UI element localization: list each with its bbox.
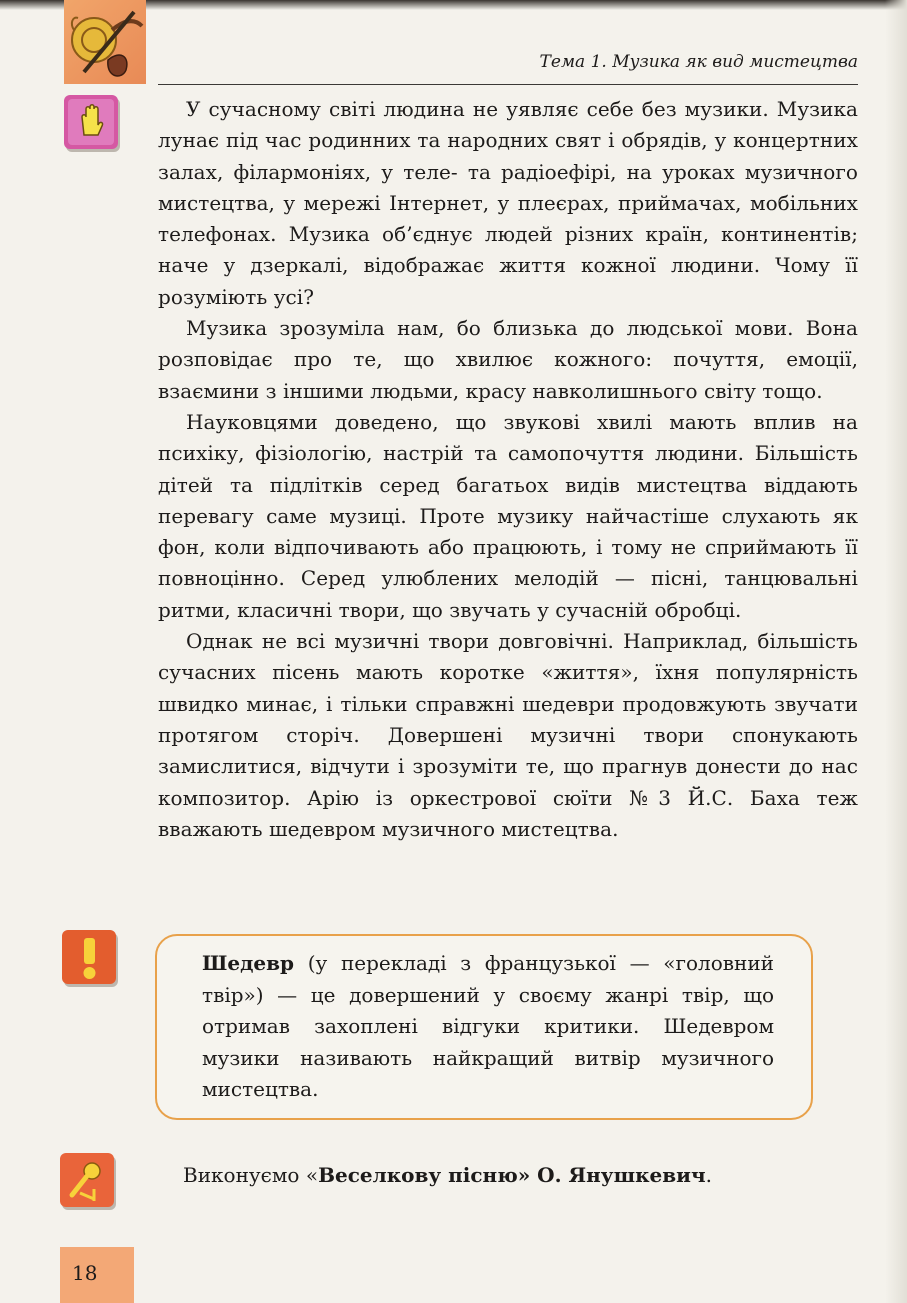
music-instruments-icon — [64, 0, 146, 84]
right-edge-shadow — [885, 0, 907, 1303]
page-number: 18 — [72, 1261, 98, 1285]
definition-body: (у перекладі з французької — «головний твір») — це довершений у своєму жанрі твір, що отримав захоплені відгуки критики. Шедевром музики називають найкращий витвір музичного мистецтва. — [202, 951, 774, 1101]
main-text — [158, 94, 858, 845]
page-header — [158, 50, 858, 85]
hand-icon — [64, 95, 118, 149]
song-assignment — [183, 1163, 712, 1187]
paragraph: У сучасному світі людина не уявляє себе без музики. Музика лунає під час родинних та народних свят і обрядів, у концертних залах, філармоніях, у теле- та радіоефірі, на уроках музичного мистецтва, у мережі Інтернет, у плеєрах, приймачах, мобільних телефонах. Музика об’єднує людей різних країн, континентів; наче у дзеркалі, відображає життя кожної людини. Чому її розуміють усі? — [158, 97, 858, 309]
song-title: Веселкову пісню — [318, 1163, 518, 1187]
song-suffix: . — [705, 1163, 712, 1187]
definition-text — [202, 948, 774, 1106]
song-prefix: Виконуємо « — [183, 1163, 319, 1187]
definition-box — [155, 934, 813, 1120]
topic-heading — [540, 52, 858, 72]
topic-title: Музика як вид мистецтва — [612, 52, 858, 72]
microphone-icon — [60, 1153, 114, 1207]
paragraph: Однак не всі музичні твори довговічні. Наприклад, більшість сучасних пісень мають коротке «життя», їхня популярність швидко минає, і тільки справжні шедеври продовжують звучати протягом сторіч. Довершені музичні твори спонукають замислитися, відчути і зрозуміти те, що прагнув донести до нас композитор. Арію із оркестрової сюїти №3 Й.С. Баха теж вважають шедевром музичного мистецтва. — [158, 629, 858, 841]
paragraph: Науковцями доведено, що звукові хвилі мають вплив на психіку, фізіологію, настрій та самопочуття людини. Більшість дітей та підлітків серед багатьох видів мистецтва віддають перевагу саме музиці. Проте музику найчастіше слухають як фон, коли відпочивають або працюють, і тому не сприймають її повноцінно. Серед улюблених мелодій — пісні, танцювальні ритми, класичні твори, що звучать у сучасній обробці. — [158, 409, 858, 622]
song-middle: » — [517, 1163, 538, 1187]
paragraph: Музика зрозуміла нам, бо близька до людської мови. Вона розповідає про те, що хвилює кожного: почуття, емоції, взаємини з іншими людьми, красу навколишнього світу тощо. — [158, 316, 858, 403]
definition-term: Шедевр — [202, 951, 295, 975]
topic-label: Тема 1. — [539, 52, 607, 72]
page-number-box — [60, 1247, 134, 1303]
exclamation-icon — [62, 930, 116, 984]
song-author: О. Янушкевич — [537, 1163, 706, 1187]
